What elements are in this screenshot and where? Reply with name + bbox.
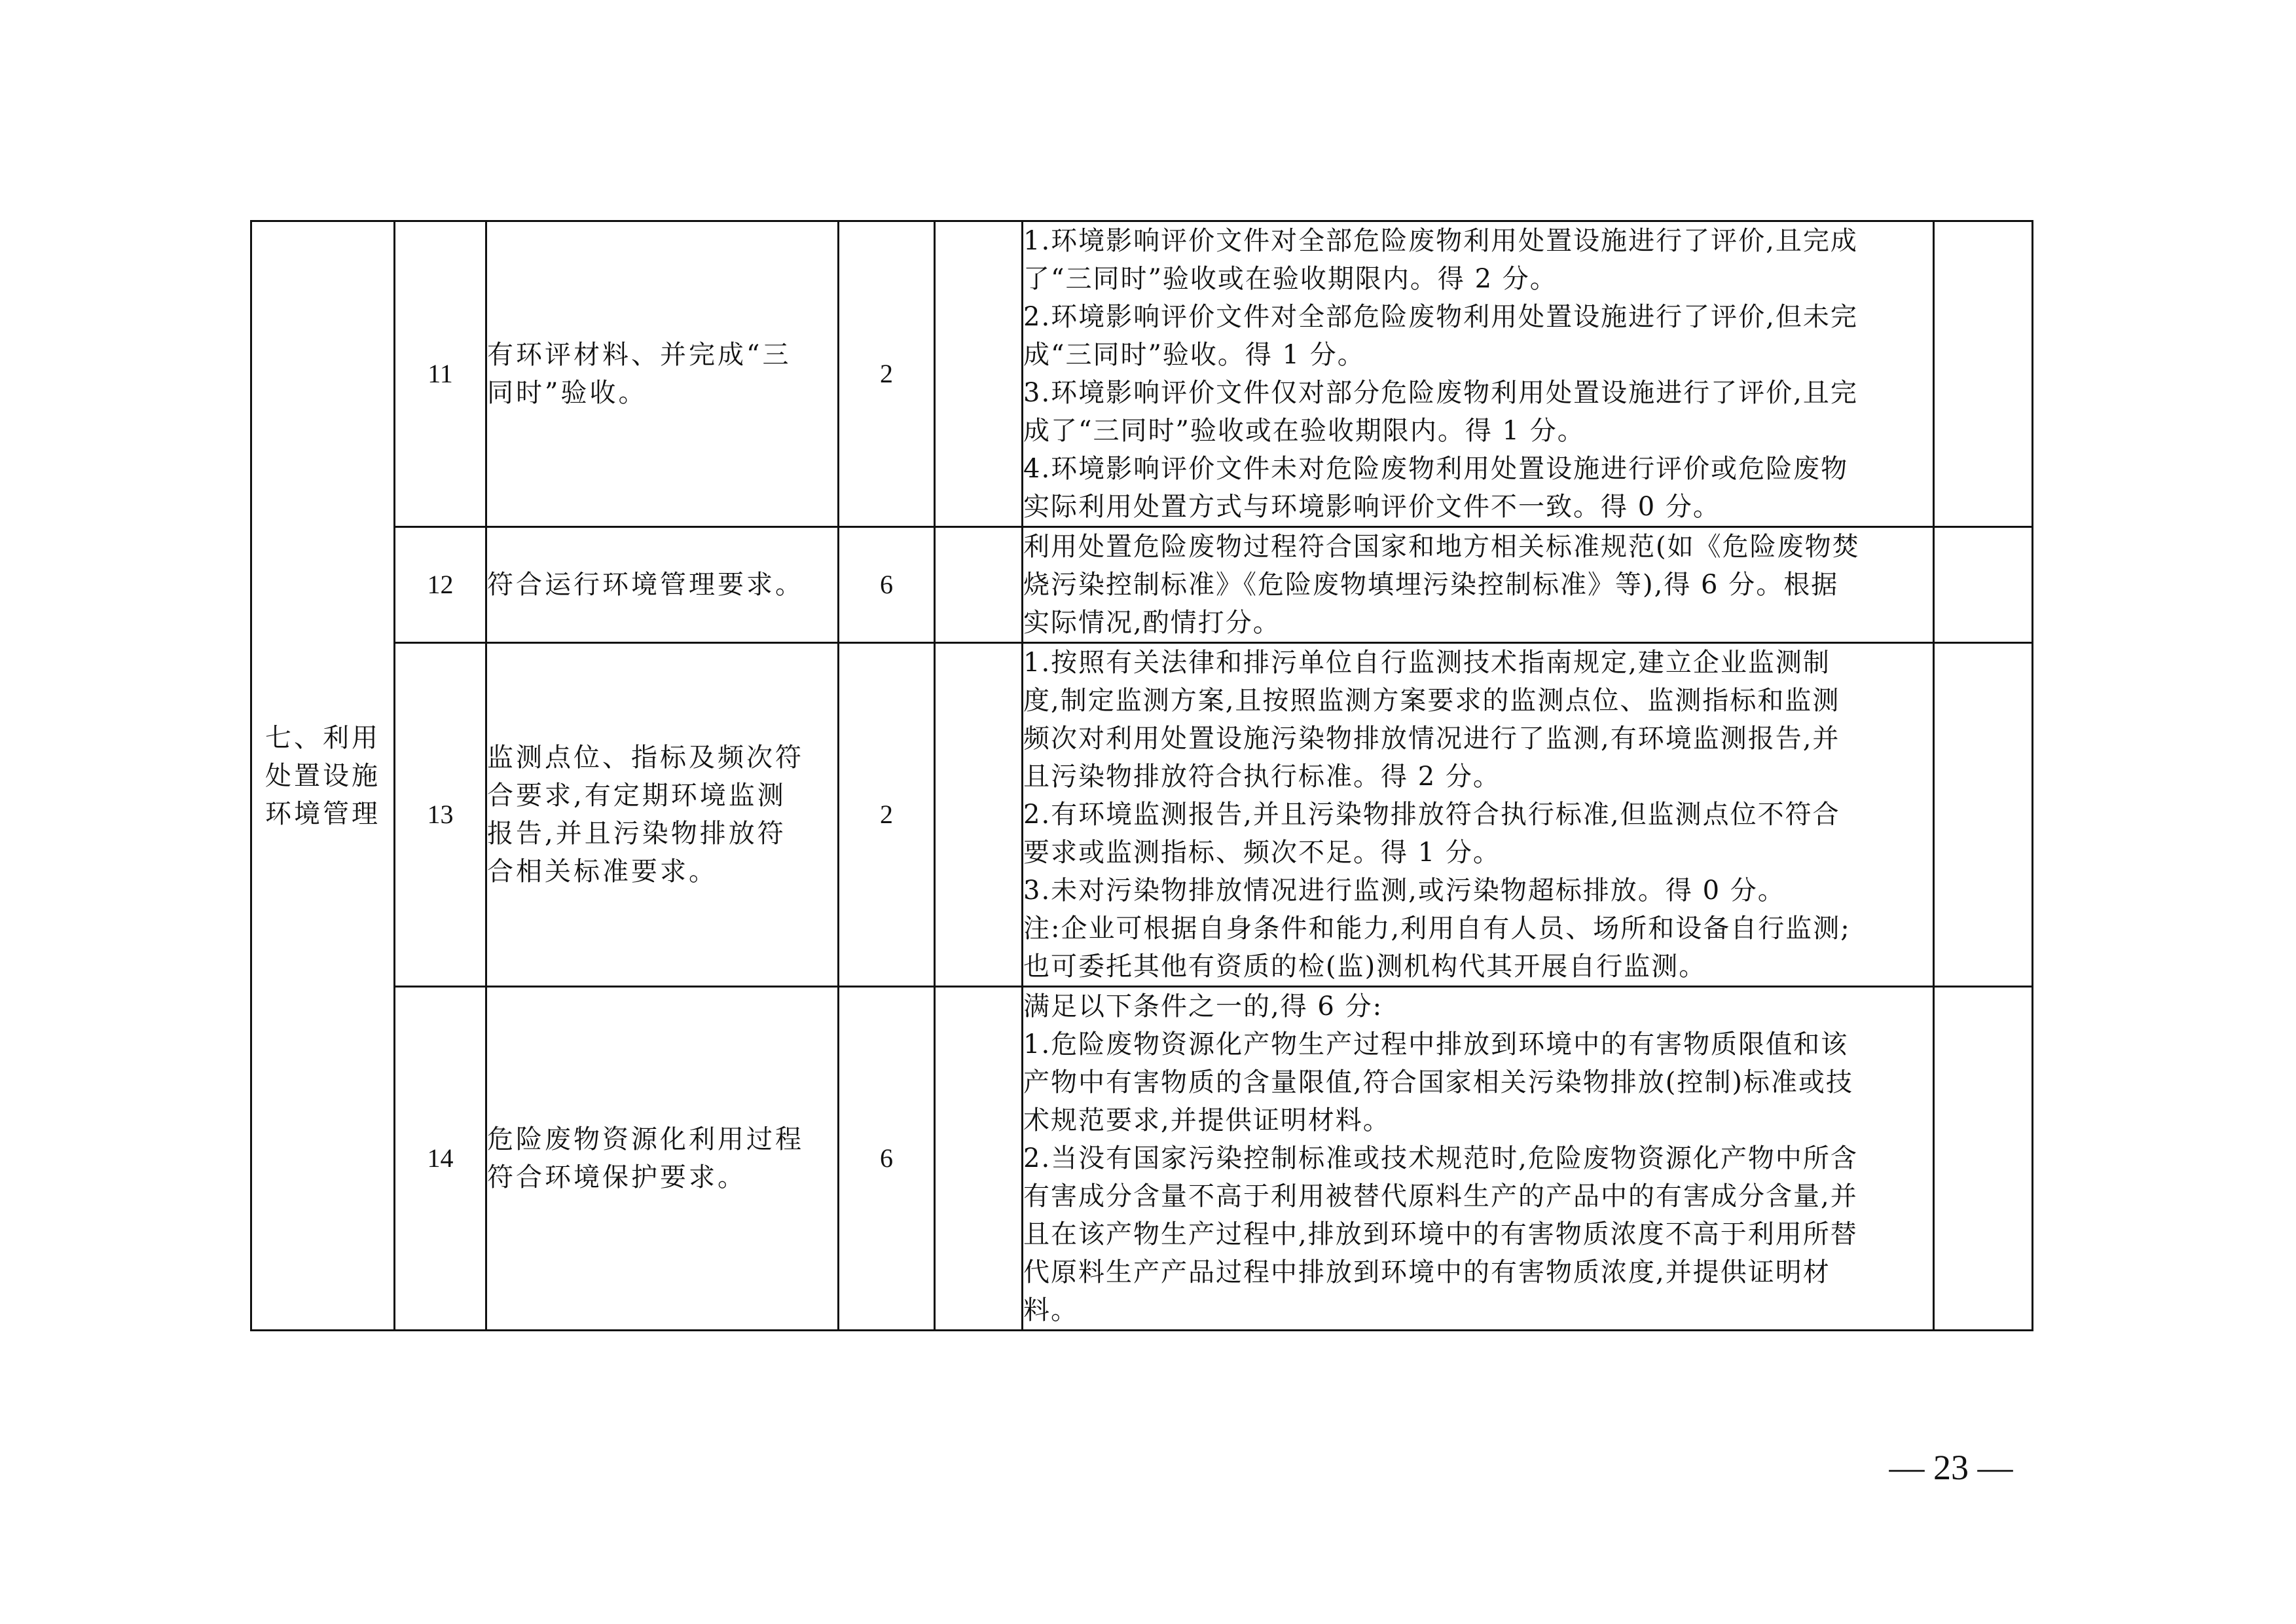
page-number: — 23 —: [1889, 1448, 2013, 1487]
table-row: [251, 987, 2033, 1331]
table-row: [251, 527, 2033, 643]
row-number: 14: [395, 987, 486, 1331]
awarded-score-cell: [935, 987, 1023, 1331]
section-title-cell: [251, 221, 395, 1331]
score-value: 6: [839, 987, 935, 1331]
item-description: 有环评材料、并完成“三 同时”验收。: [486, 221, 839, 527]
item-description: 监测点位、指标及频次符 合要求,有定期环境监测 报告,并且污染物排放符 合相关标准要求。: [486, 643, 839, 987]
row-number: 11: [395, 221, 486, 527]
scoring-criteria: 1.环境影响评价文件对全部危险废物利用处置设施进行了评价,且完成 了“三同时”验收或在验收期限内。得 2 分。 2.环境影响评价文件对全部危险废物利用处置设施进行了评价,但未完 成“三同时”验收。得 1 分。 3.环境影响评价文件仅对部分危险废物利用处置设施进行了评价,且完 成了“三同时”验收或在验收期限内。得 1 分。 4.环境影响评价文件未对危险废物利用处置设施进行评价或危险废物 实际利用处置方式与环境影响评价文件不一致。得 0 分。: [1023, 221, 1934, 527]
scoring-criteria: 利用处置危险废物过程符合国家和地方相关标准规范(如《危险废物焚 烧污染控制标准》《危险废物填埋污染控制标准》等),得 6 分。根据 实际情况,酌情打分。: [1023, 527, 1934, 643]
scoring-criteria: 满足以下条件之一的,得 6 分: 1.危险废物资源化产物生产过程中排放到环境中的有害物质限值和该 产物中有害物质的含量限值,符合国家相关污染物排放(控制)标准或技 术规范要求,并提供证明材料。 2.当没有国家污染控制标准或技术规范时,危险废物资源化产物中所含 有害成分含量不高于利用被替代原料生产的产品中的有害成分含量,并 且在该产物生产过程中,排放到环境中的有害物质浓度不高于利用所替 代原料生产产品过程中排放到环境中的有害物质浓度,并提供证明材 料。: [1023, 987, 1934, 1331]
remarks-cell: [1934, 527, 2033, 643]
section-title-line: 七、利用: [265, 722, 380, 753]
section-title-line: 环境管理: [265, 798, 380, 829]
awarded-score-cell: [935, 221, 1023, 527]
section-title-line: 处置设施: [265, 760, 380, 791]
remarks-cell: [1934, 221, 2033, 527]
awarded-score-cell: [935, 527, 1023, 643]
row-number: 13: [395, 643, 486, 987]
item-description: 危险废物资源化利用过程 符合环境保护要求。: [486, 987, 839, 1331]
score-value: 6: [839, 527, 935, 643]
remarks-cell: [1934, 987, 2033, 1331]
table-row: [251, 221, 2033, 527]
evaluation-table: [250, 220, 2033, 1331]
remarks-cell: [1934, 643, 2033, 987]
awarded-score-cell: [935, 643, 1023, 987]
scoring-criteria: 1.按照有关法律和排污单位自行监测技术指南规定,建立企业监测制 度,制定监测方案,且按照监测方案要求的监测点位、监测指标和监测 频次对利用处置设施污染物排放情况进行了监测,有环境监测报告,并 且污染物排放符合执行标准。得 2 分。 2.有环境监测报告,并且污染物排放符合执行标准,但监测点位不符合 要求或监测指标、频次不足。得 1 分。 3.未对污染物排放情况进行监测,或污染物超标排放。得 0 分。 注:企业可根据自身条件和能力,利用自有人员、场所和设备自行监测; 也可委托其他有资质的检(监)测机构代其开展自行监测。: [1023, 643, 1934, 987]
table-row: [251, 643, 2033, 987]
item-description: 符合运行环境管理要求。: [486, 527, 839, 643]
score-value: 2: [839, 221, 935, 527]
row-number: 12: [395, 527, 486, 643]
score-value: 2: [839, 643, 935, 987]
